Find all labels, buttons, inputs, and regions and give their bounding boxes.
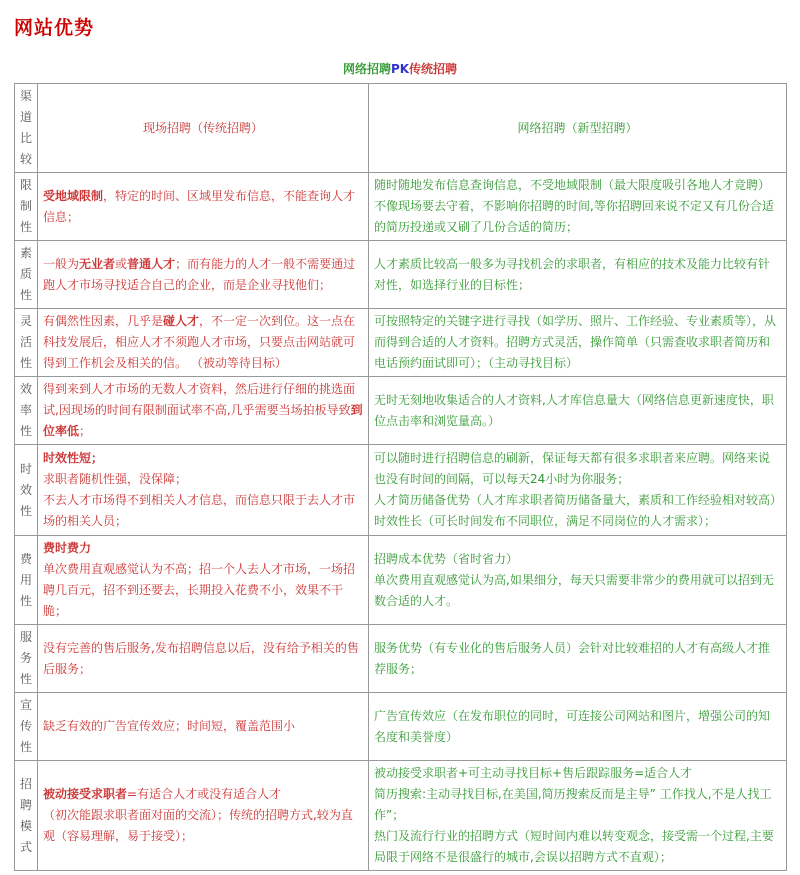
row-label: 素质性 [15,241,38,309]
online-cell: 可按照特定的关键字进行寻找（如学历、照片、工作经验、专业素质等），从而得到合适的人才资料。招聘方式灵活，操作简单（只需查收求职者简历和电话预约面试即可）；（主动寻找目标） [369,309,787,377]
comparison-subtitle [14,62,786,76]
table-row [15,625,787,693]
row-label: 效率性 [15,377,38,445]
online-cell: 服务优势（有专业化的售后服务人员）会针对比较难招的人才有高级人才推荐服务； [369,625,787,693]
row-label: 宣传性 [15,693,38,761]
row-label: 费用性 [15,536,38,625]
online-cell: 无时无刻地收集适合的人才资料,人才库信息量大（网络信息更新速度快，职位点击率和浏览量高。） [369,377,787,445]
traditional-cell: 受地域限制，特定的时间、区域里发布信息，不能查询人才信息； [38,173,369,241]
comparison-table [14,83,787,871]
row-label: 限制性 [15,173,38,241]
online-cell: 招聘成本优势（省时省力） 单次费用直观感觉认为高,如果细分，每天只需要非常少的费用就可以招到无数合适的人才。 [369,536,787,625]
table-row [15,536,787,625]
table-row [15,241,787,309]
online-cell: 广告宣传效应（在发布职位的同时，可连接公司网站和图片，增强公司的知名度和美誉度） [369,693,787,761]
traditional-cell: 缺乏有效的广告宣传效应；时间短，覆盖范围小 [38,693,369,761]
header-traditional-cell: 现场招聘（传统招聘） [38,84,369,173]
table-header-row [15,84,787,173]
comparison-table-body [15,84,787,871]
online-cell: 被动接受求职者+可主动寻找目标+售后跟踪服务=适合人才 简历搜索:主动寻找目标,在美国,简历搜索反而是主导” 工作找人,不是人找工作”； 热门及流行行业的招聘方式（短时间内难以转变观念，接受需一个过程,主要局限于网络不是很盛行的城市,会误以招聘方式不直观）； [369,761,787,871]
row-label: 服务性 [15,625,38,693]
subtitle-traditional-part: 传统招聘 [409,62,458,76]
traditional-cell: 时效性短； 求职者随机性强，没保障； 不去人才市场得不到相关人才信息，而信息只限于去人才市场的相关人员； [38,445,369,536]
header-label-cell: 渠道比较 [15,84,38,173]
traditional-cell: 费时费力 单次费用直观感觉认为不高；招一个人去人才市场，一场招聘几百元，招不到还要去，长期投入花费不小，效果不干脆； [38,536,369,625]
row-label: 灵活性 [15,309,38,377]
table-row [15,761,787,871]
traditional-cell: 被动接受求职者=有适合人才或没有适合人才 （初次能跟求职者面对面的交流）；传统的招聘方式,较为直观（容易理解，易于接受）； [38,761,369,871]
table-row [15,173,787,241]
traditional-cell: 有偶然性因素，几乎是碰人才，不一定一次到位。这一点在科技发展后，相应人才不须跑人才市场，只要点击网站就可得到工作机会及相关的信。 （被动等待目标） [38,309,369,377]
table-row [15,377,787,445]
header-online-cell: 网络招聘（新型招聘） [369,84,787,173]
page-title: 网站优势 [14,17,95,39]
table-row [15,693,787,761]
online-cell: 人才素质比较高一般多为寻找机会的求职者，有相应的技术及能力比较有针对性，如选择行业的目标性； [369,241,787,309]
traditional-cell: 没有完善的售后服务,发布招聘信息以后，没有给予相关的售后服务； [38,625,369,693]
subtitle-pk-part: PK [390,62,410,76]
table-row [15,309,787,377]
online-cell: 随时随地发布信息查询信息，不受地域限制（最大限度吸引各地人才竞聘）不像现场要去守着，不影响你招聘的时间,等你招聘回来说不定又有几份合适的简历投递或又刷了几份合适的简历； [369,173,787,241]
table-row [15,445,787,536]
online-cell: 可以随时进行招聘信息的刷新，保证每天都有很多求职者来应聘。网络来说也没有时间的间隔，可以每天24小时为你服务； 人才简历储备优势（人才库求职者简历储备量大，素质和工作经验相对较高）时效性长（可长时间发布不同职位，满足不同岗位的人才需求）； [369,445,787,536]
traditional-cell: 一般为无业者或普通人才；而有能力的人才一般不需要通过跑人才市场寻找适合自己的企业，而是企业寻找他们； [38,241,369,309]
row-label: 时效性 [15,445,38,536]
subtitle-online-part: 网络招聘 [342,62,391,76]
row-label: 招聘模式 [15,761,38,871]
traditional-cell: 得到来到人才市场的无数人才资料，然后进行仔细的挑选面试,因现场的时间有限制面试率不高,几乎需要当场拍板导致到位率低； [38,377,369,445]
